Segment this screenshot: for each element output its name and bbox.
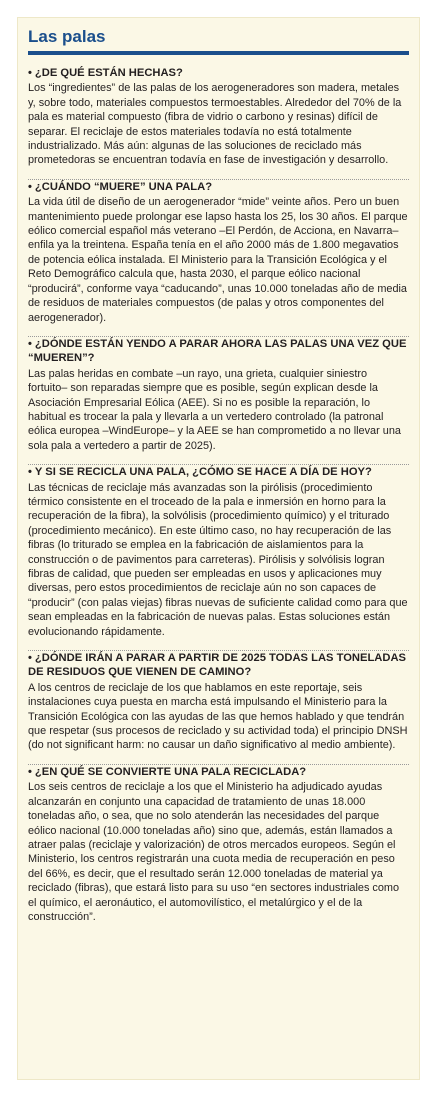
faq-answer: Las técnicas de reciclaje más avanzadas son la pirólisis (procedimiento térmico consistente en el troceado de la pala e inmersión en horno para la recuperación de la fibra), la solvólisis (procedimiento químico) y el triturado (procedimiento mecánico). En este último caso, no hay recuperación de las fibras (lo triturado se emplea en la fabricación de aislamientos para la construcción o de pavimentos para carreteras). Pirólisis y solvólisis logran fibras de calidad, que pueden ser empleadas en usos y aplicaciones muy diversas, pero estos procedimientos de reciclaje aún no son capaces de “producir” (con palas viejas) fibras nuevas de suficiente calidad como para que sean empleadas en la fabricación de nuevas palas. Estas soluciones están evolucionando rápidamente. [28,481,408,638]
faq-question [28,66,409,80]
bullet-icon: • [28,337,32,350]
faq-answer: La vida útil de diseño de un aerogenerador “mide” veinte años. Pero un buen mantenimiento puede prolongar ese lapso hasta los 25, los 30 años. El parque eólico comercial español más veterano –El Perdón, de Acciona, en Navarra– enfila ya la treintena. España tenía en el año 2000 más de 1.800 megavatios de potencia eólica instalada. El Ministerio para la Transición Ecológica y el Reto Demográfico calcula que, hasta 2030, el parque eólico nacional “producirá”, conforme vaya “caducando”, unas 10.000 toneladas año de media de residuos de materiales compuestos (de palas y otros componentes del aerogenerador). [28,196,408,324]
faq-section-1 [28,66,409,168]
faq-answer: A los centros de reciclaje de los que hablamos en este reportaje, seis instalaciones cuya puesta en marcha está impulsando el Ministerio para la Transición Ecológica con las ayudas de las que hemos hablado y que tendrán que respetar (sus procesos de reciclado y su actividad toda) el principio DNSH (do not significant harm: no causar un daño significativo al medio ambiente). [28,681,408,752]
faq-question-text: ¿DÓNDE ESTÁN YENDO A PARAR AHORA LAS PALAS UNA VEZ QUE “MUEREN”? [28,337,407,365]
faq-section-6 [28,765,409,924]
faq-question [28,465,409,479]
sidebar-box [17,17,420,1080]
faq-question-text: ¿CUÁNDO “MUERE” UNA PALA? [34,180,213,193]
faq-question [28,337,409,366]
faq-section-4 [28,465,409,639]
faq-question-text: ¿EN QUÉ SE CONVIERTE UNA PALA RECICLADA? [34,765,307,778]
faq-section-5 [28,651,409,753]
faq-question-text: Y SI SE RECICLA UNA PALA, ¿CÓMO SE HACE A DÍA DE HOY? [34,466,372,479]
bullet-icon: • [28,765,32,778]
bullet-icon: • [28,180,32,193]
faq-question-text: ¿DE QUÉ ESTÁN HECHAS? [34,67,183,79]
faq-question [28,180,409,194]
bullet-icon: • [28,466,32,479]
faq-section-2 [28,180,409,325]
faq-section-3 [28,337,409,453]
box-title: Las palas [28,26,409,55]
faq-answer: Los seis centros de reciclaje a los que el Ministerio ha adjudicado ayudas alcanzarán en conjunto una capacidad de tratamiento de unas 18.000 toneladas año, o sea, que no solo atenderán las necesidades del parque eólico nacional (10.000 toneladas año) sino que, además, están llamados a atraer palas (reciclaje y valorización) de otros mercados europeos. Según el Ministerio, los centros registrarán una cuota media de recuperación en peso del 66%, es decir, que el resultado serán 12.000 toneladas de material ya reciclado (fibras), que estará listo para su uso “en sectores industriales como el químico, el aeronáutico, el automovilístico, el metalúrgico y el de la construcción”. [28,781,400,923]
faq-answer: Las palas heridas en combate –un rayo, una grieta, cualquier siniestro fortuito– son reparadas siempre que es posible, según explican desde la Asociación Empresarial Eólica (AEE). Si no es posible la reparación, lo habitual es trocear la pala y llevarla a un vertedero controlado (la patronal eólica europea –WindEurope– y la AEE se han comprometido a no llevar una sola pala a vertedero a partir de 2025). [28,367,401,452]
faq-question [28,765,409,779]
bullet-icon: • [28,67,32,79]
faq-question-text: ¿DÓNDE IRÁN A PARAR A PARTIR DE 2025 TODAS LAS TONELADAS DE RESIDUOS QUE VIENEN DE CAMINO? [28,652,407,679]
bullet-icon: • [28,652,32,665]
faq-answer: Los “ingredientes” de las palas de los aerogeneradores son madera, metales y, sobre todo, materiales compuestos termoestables. Alrededor del 70% de la pala es material compuesto (fibra de vidrio o carbono y resinas) difícil de separar. El reciclaje de estos materiales todavía no está totalmente industrializado. Más aún: algunas de las soluciones de reciclado más prometedoras se encuentran todavía en fase de investigación y desarrollo. [28,82,402,167]
faq-question [28,651,409,680]
